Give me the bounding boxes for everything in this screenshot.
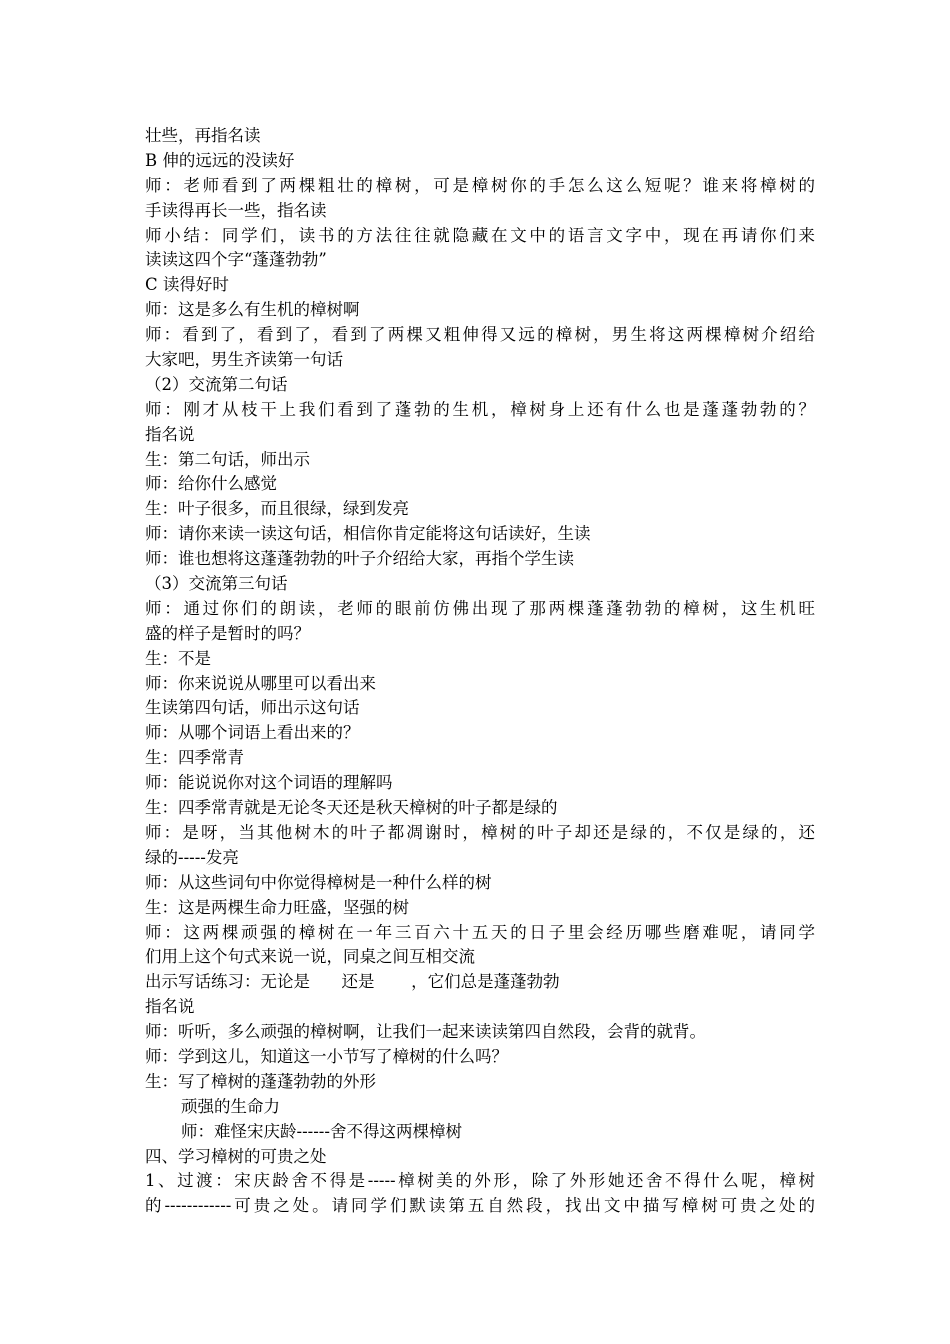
text-line: 指名说	[145, 424, 195, 444]
text-line: 生：这是两棵生命力旺盛，坚强的树	[145, 897, 409, 917]
text-line: 师：这两棵顽强的樟树在一年三百六十五天的日子里会经历哪些磨难呢，请同学	[145, 922, 815, 942]
text-line: 指名说	[145, 997, 195, 1017]
text-line: 生读第四句话，师出示这句话	[145, 698, 360, 718]
text-line: 生：第二句话，师出示	[145, 449, 310, 469]
text-line: 盛的样子是暂时的吗？	[145, 623, 310, 643]
text-line: 师：是呀，当其他树木的叶子都凋谢时，樟树的叶子却还是绿的，不仅是绿的，还	[145, 822, 815, 842]
text-line: 师：这是多么有生机的樟树啊	[145, 300, 360, 320]
text-line: 师：能说说你对这个词语的理解吗	[145, 773, 393, 793]
text-line: 们用上这个句式来说一说，同桌之间互相交流	[145, 947, 475, 967]
text-line: B 伸的远远的没读好	[145, 150, 295, 170]
text-line: （2）交流第二句话	[145, 374, 288, 394]
text-line: 的------------可贵之处。请同学们默读第五自然段，找出文中描写樟树可贵之处的	[145, 1196, 815, 1216]
text-line: 师：谁也想将这蓬蓬勃勃的叶子介绍给大家，再指个学生读	[145, 549, 574, 569]
text-line: 生：写了樟树的蓬蓬勃勃的外形	[145, 1071, 376, 1091]
text-line: 师：学到这儿，知道这一小节写了樟树的什么吗？	[145, 1046, 508, 1066]
text-line: 师：从这些词句中你觉得樟树是一种什么样的树	[145, 872, 492, 892]
text-line: 师：听听，多么顽强的樟树啊，让我们一起来读读第四自然段，会背的就背。	[145, 1022, 706, 1042]
text-line: 师：难怪宋庆龄------舍不得这两棵樟树	[181, 1121, 462, 1141]
document-body	[145, 124, 815, 1219]
text-line: 师：请你来读一读这句话，相信你肯定能将这句话读好，生读	[145, 524, 591, 544]
text-line: 师：看到了，看到了，看到了两棵又粗伸得又远的樟树，男生将这两棵樟树介绍给	[145, 325, 815, 345]
text-line: 生：不是	[145, 648, 211, 668]
text-line: 四、学习樟树的可贵之处	[145, 1146, 327, 1166]
text-line: 壮些，再指名读	[145, 126, 261, 145]
text-line: 师：通过你们的朗读，老师的眼前仿佛出现了那两棵蓬蓬勃勃的樟树，这生机旺	[145, 598, 815, 618]
text-line: 绿的-----发亮	[145, 847, 239, 867]
text-line: 师：你来说说从哪里可以看出来	[145, 673, 376, 693]
text-line: 生：四季常青	[145, 748, 244, 768]
text-line: 师：从哪个词语上看出来的？	[145, 723, 360, 743]
text-line: 顽强的生命力	[181, 1096, 280, 1116]
text-line: 读读这四个字“蓬蓬勃勃”	[145, 250, 327, 270]
text-line: 师小结：同学们，读书的方法往往就隐藏在文中的语言文字中，现在再请你们来	[145, 225, 815, 245]
text-line: 师：老师看到了两棵粗壮的樟树，可是樟树你的手怎么这么短呢？谁来将樟树的	[145, 175, 815, 195]
text-line: C 读得好时	[145, 275, 229, 295]
text-line: 手读得再长一些，指名读	[145, 200, 327, 220]
text-line: （3）交流第三句话	[145, 574, 288, 594]
text-line: 出示写话练习：无论是 还是 ，它们总是蓬蓬勃勃	[145, 972, 560, 992]
text-line: 大家吧，男生齐读第一句话	[145, 350, 343, 370]
text-line: 生：四季常青就是无论冬天还是秋天樟树的叶子都是绿的	[145, 798, 558, 818]
text-line: 生：叶子很多，而且很绿，绿到发亮	[145, 499, 409, 519]
text-line: 师：刚才从枝干上我们看到了蓬勃的生机，樟树身上还有什么也是蓬蓬勃勃的？	[145, 399, 815, 419]
text-line: 师：给你什么感觉	[145, 474, 277, 494]
text-line: 1、过渡：宋庆龄舍不得是-----樟树美的外形，除了外形她还舍不得什么呢，樟树	[145, 1171, 815, 1191]
